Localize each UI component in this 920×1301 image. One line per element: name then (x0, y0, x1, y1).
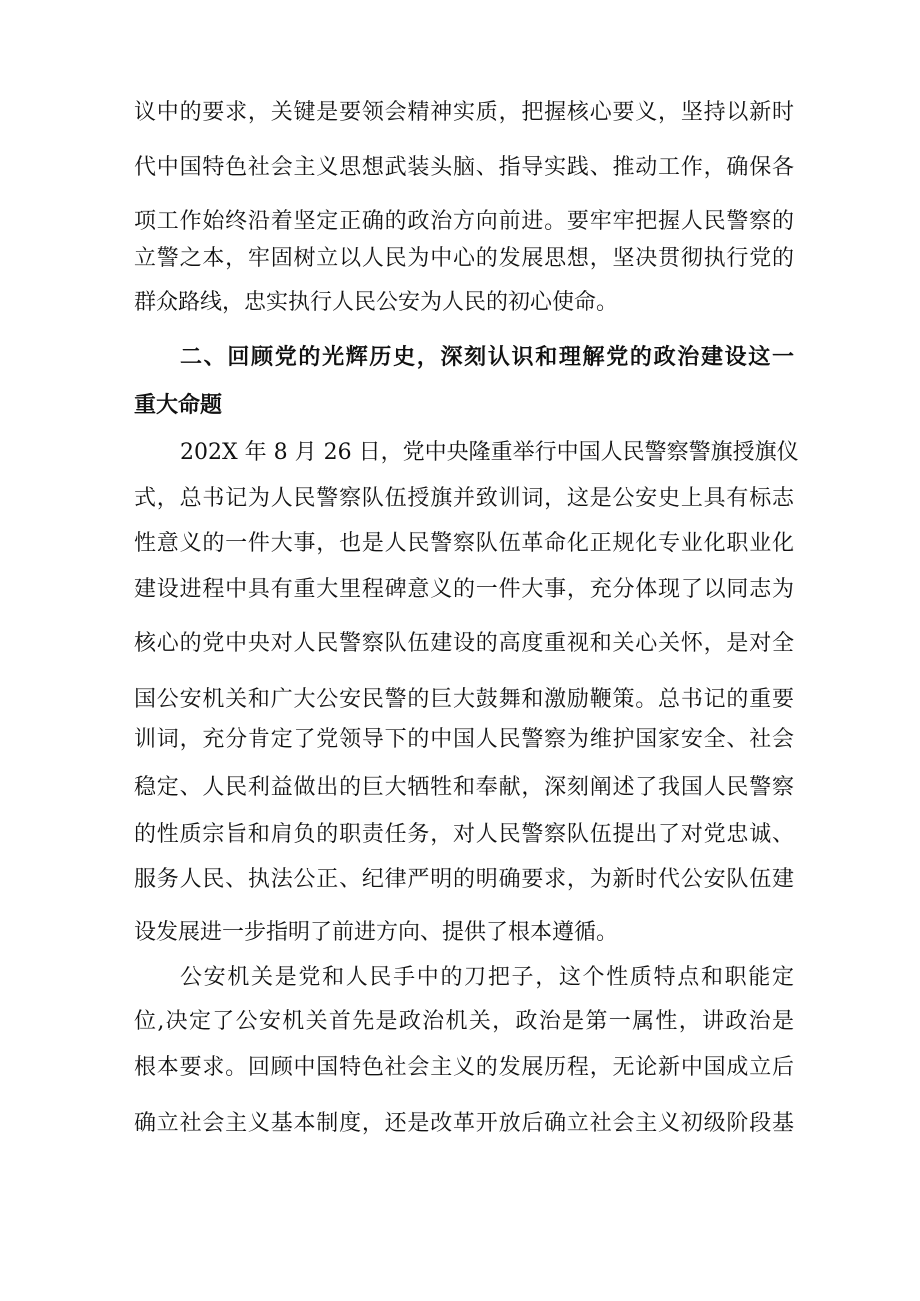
body-text-line: 训词，充分肯定了党领导下的中国人民警察为维护国家安全、社会 (134, 727, 794, 752)
body-text-line: 的性质宗旨和肩负的职责任务，对人民警察队伍提出了对党忠诚、 (134, 822, 794, 847)
section-heading: 二、回顾党的光辉历史，深刻认识和理解党的政治建设这一 (180, 345, 794, 370)
body-text-line: 根本要求。回顾中国特色社会主义的发展历程，无论新中国成立后 (134, 1055, 794, 1080)
body-text-line: 公安机关是党和人民手中的刀把子，这个性质特点和职能定 (180, 965, 794, 990)
body-text-line: 稳定、人民利益做出的巨大牺牲和奉献，深刻阐述了我国人民警察 (134, 775, 794, 800)
body-text-line: 核心的党中央对人民警察队伍建设的高度重视和关心关怀，是对全 (134, 631, 794, 656)
body-text-line: 性意义的一件大事，也是人民警察队伍革命化正规化专业化职业化 (134, 531, 794, 556)
body-text-line: 国公安机关和广大公安民警的巨大鼓舞和激励鞭策。总书记的重要 (134, 687, 794, 712)
body-text-line: 代中国特色社会主义思想武装头脑、指导实践、推动工作，确保各 (134, 155, 794, 180)
body-text-line: 服务人民、执法公正、纪律严明的明确要求，为新时代公安队伍建 (134, 867, 794, 892)
body-text-line: 设发展进一步指明了前进方向、提供了根本遵循。 (134, 920, 619, 945)
body-text-line: 确立社会主义基本制度，还是改革开放后确立社会主义初级阶段基 (134, 1111, 794, 1136)
body-text-line: 式，总书记为人民警察队伍授旗并致训词，这是公安史上具有标志 (134, 486, 794, 511)
body-text-line: 群众路线，忠实执行人民公安为人民的初心使命。 (134, 290, 619, 315)
section-heading: 重大命题 (134, 393, 223, 418)
body-text-line: 202X 年 8 月 26 日，党中央隆重举行中国人民警察警旗授旗仪 (180, 440, 799, 465)
body-text-line: 位,决定了公安机关首先是政治机关，政治是第一属性，讲政治是 (134, 1009, 794, 1034)
body-text-line: 建设进程中具有重大里程碑意义的一件大事，充分体现了以同志为 (134, 577, 794, 602)
body-text-line: 立警之本，牢固树立以人民为中心的发展思想，坚决贯彻执行党的 (134, 246, 794, 271)
body-text-line: 议中的要求，关键是要领会精神实质，把握核心要义，坚持以新时 (134, 100, 794, 125)
body-text-line: 项工作始终沿着坚定正确的政治方向前进。要牢牢把握人民警察的 (134, 209, 794, 234)
